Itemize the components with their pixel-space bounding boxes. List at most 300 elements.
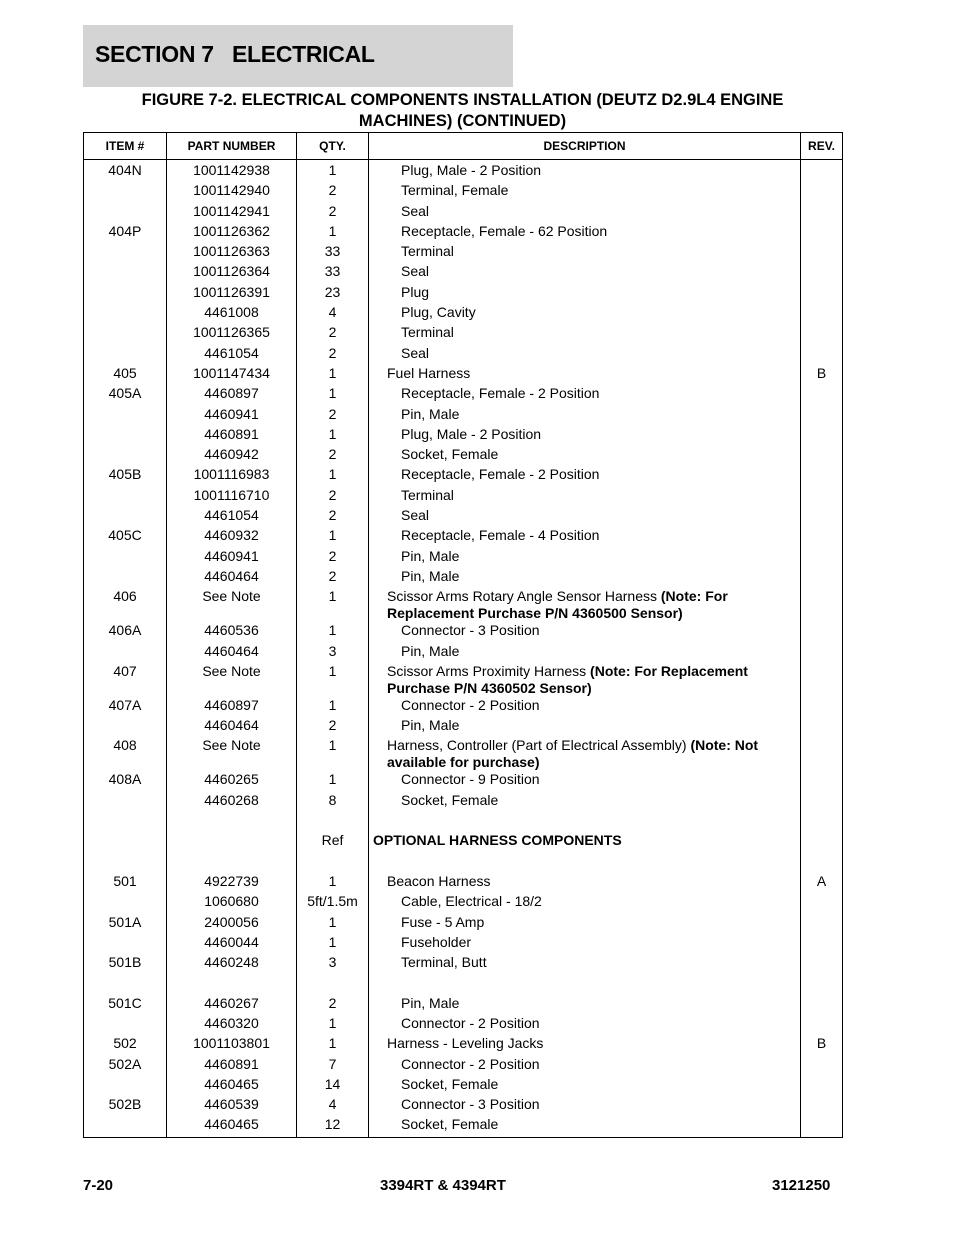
revision-cell (801, 588, 843, 622)
item-number-cell: 405B (84, 466, 167, 486)
quantity-cell: 23 (297, 284, 369, 304)
description-cell (369, 995, 801, 1015)
item-number-cell (84, 934, 167, 954)
part-number-cell: 4460897 (167, 697, 297, 717)
quantity-cell: 1 (297, 223, 369, 243)
item-number-cell (84, 345, 167, 365)
description-text: Seal (401, 344, 430, 361)
table-row (84, 223, 843, 243)
description-cell (369, 304, 801, 324)
description-text: Pin, Male (401, 642, 460, 659)
quantity-cell: 1 (297, 737, 369, 771)
table-row (84, 643, 843, 663)
description-cell (369, 365, 801, 385)
item-number-cell (84, 284, 167, 304)
item-number-cell (84, 406, 167, 426)
description-cell (369, 663, 801, 697)
description-text: Connector - 2 Position (401, 696, 540, 713)
part-number-cell: 1001126391 (167, 284, 297, 304)
table-row (84, 873, 843, 893)
column-header-item: ITEM # (84, 133, 167, 160)
table-row (84, 893, 843, 913)
revision-cell (801, 426, 843, 446)
description-text: Connector - 2 Position (401, 1014, 540, 1031)
description-cell (369, 792, 801, 812)
description-text: Connector - 9 Position (401, 771, 540, 788)
item-number-cell: 407A (84, 697, 167, 717)
description-text: Seal (401, 507, 430, 524)
description-cell (369, 974, 801, 994)
item-number-cell: 405C (84, 527, 167, 547)
description-cell (369, 622, 801, 642)
description-cell (369, 832, 801, 852)
revision-cell (801, 974, 843, 994)
description-text: Socket, Female (401, 791, 499, 808)
revision-cell (801, 771, 843, 791)
revision-cell (801, 345, 843, 365)
item-number-cell (84, 974, 167, 994)
item-number-cell: 405 (84, 365, 167, 385)
revision-cell (801, 1056, 843, 1076)
description-text: Plug, Male - 2 Position (401, 425, 542, 442)
quantity-cell: 1 (297, 1035, 369, 1055)
table-row (84, 487, 843, 507)
description-text: Receptacle, Female - 2 Position (401, 466, 600, 483)
part-number-cell: 4460536 (167, 622, 297, 642)
quantity-cell: Ref (297, 832, 369, 852)
item-number-cell: 406A (84, 622, 167, 642)
description-cell (369, 568, 801, 588)
table-row (84, 697, 843, 717)
description-cell (369, 385, 801, 405)
table-row (84, 385, 843, 405)
description-cell (369, 737, 801, 771)
part-number-cell (167, 853, 297, 873)
column-header-description: DESCRIPTION (369, 133, 801, 160)
section-title: SECTION 7 ELECTRICAL (95, 41, 375, 67)
description-text: Terminal (401, 486, 454, 503)
item-number-cell: 408 (84, 737, 167, 771)
item-number-cell (84, 548, 167, 568)
description-text: Harness, Controller (Part of Electrical Assembly) (387, 737, 691, 754)
item-number-cell (84, 426, 167, 446)
quantity-cell: 1 (297, 527, 369, 547)
item-number-cell: 502 (84, 1035, 167, 1055)
item-number-cell (84, 812, 167, 832)
part-number-cell: 2400056 (167, 914, 297, 934)
table-row (84, 914, 843, 934)
revision-cell (801, 243, 843, 263)
table-row (84, 792, 843, 812)
description-cell (369, 812, 801, 832)
description-text: Fuseholder (401, 933, 472, 950)
description-text: Terminal, Butt (401, 954, 487, 971)
description-text: Cable, Electrical - 18/2 (401, 893, 542, 910)
description-text: Plug, Male - 2 Position (401, 162, 542, 178)
part-number-cell: 1001126362 (167, 223, 297, 243)
description-cell (369, 324, 801, 344)
description-cell (369, 243, 801, 263)
footer-model: 3394RT & 4394RT (380, 1177, 506, 1194)
item-number-cell (84, 324, 167, 344)
quantity-cell: 1 (297, 385, 369, 405)
item-number-cell (84, 643, 167, 663)
description-text: Terminal, Female (401, 182, 509, 199)
description-text: Socket, Female (401, 446, 499, 463)
item-number-cell (84, 832, 167, 852)
part-number-cell: 1001142940 (167, 182, 297, 202)
description-cell (369, 406, 801, 426)
revision-cell (801, 832, 843, 852)
item-number-cell (84, 507, 167, 527)
description-text: Scissor Arms Proximity Harness (387, 662, 591, 679)
revision-cell (801, 182, 843, 202)
description-cell (369, 1096, 801, 1116)
part-number-cell: 1060680 (167, 893, 297, 913)
description-text: Harness - Leveling Jacks (387, 1035, 544, 1052)
revision-cell (801, 954, 843, 974)
table-row (84, 622, 843, 642)
description-cell (369, 507, 801, 527)
description-cell (369, 1076, 801, 1096)
quantity-cell: 1 (297, 914, 369, 934)
item-number-cell (84, 487, 167, 507)
revision-cell (801, 284, 843, 304)
revision-cell (801, 663, 843, 697)
part-number-cell: 4460268 (167, 792, 297, 812)
description-cell (369, 223, 801, 243)
item-number-cell (84, 853, 167, 873)
revision-cell (801, 893, 843, 913)
revision-cell: B (801, 365, 843, 385)
description-text: Pin, Male (401, 547, 460, 564)
part-number-cell: 1001147434 (167, 365, 297, 385)
table-row (84, 324, 843, 344)
description-text: Terminal (401, 324, 454, 341)
revision-cell (801, 548, 843, 568)
part-number-cell: 4460932 (167, 527, 297, 547)
item-number-cell (84, 304, 167, 324)
part-number-cell: 4460891 (167, 1056, 297, 1076)
table-row (84, 1056, 843, 1076)
quantity-cell: 7 (297, 1056, 369, 1076)
description-cell (369, 203, 801, 223)
part-number-cell: 4460539 (167, 1096, 297, 1116)
item-number-cell: 407 (84, 663, 167, 697)
revision-cell (801, 914, 843, 934)
revision-cell (801, 995, 843, 1015)
table-row (84, 954, 843, 974)
description-text: Socket, Female (401, 1075, 499, 1092)
item-number-cell (84, 1015, 167, 1035)
description-cell (369, 1015, 801, 1035)
item-number-cell (84, 446, 167, 466)
table-row (84, 243, 843, 263)
table-row (84, 548, 843, 568)
description-text: Connector - 3 Position (401, 1096, 540, 1113)
table-row (84, 345, 843, 365)
part-number-cell: See Note (167, 737, 297, 771)
item-number-cell: 408A (84, 771, 167, 791)
revision-cell (801, 1096, 843, 1116)
description-text: Seal (401, 263, 430, 280)
quantity-cell (297, 974, 369, 994)
description-cell (369, 1116, 801, 1137)
revision-cell (801, 737, 843, 771)
part-number-cell: 4460044 (167, 934, 297, 954)
part-number-cell: 1001142938 (167, 160, 297, 183)
footer-page-number: 7-20 (83, 1177, 114, 1194)
part-number-cell: 1001126364 (167, 263, 297, 283)
part-number-cell (167, 812, 297, 832)
description-text: Pin, Male (401, 994, 460, 1011)
description-cell (369, 426, 801, 446)
quantity-cell: 4 (297, 304, 369, 324)
column-header-rev: REV. (801, 133, 843, 160)
description-text: Pin, Male (401, 717, 460, 734)
description-cell (369, 643, 801, 663)
description-text: Plug, Cavity (401, 304, 476, 321)
table-row (84, 203, 843, 223)
revision-cell (801, 466, 843, 486)
revision-cell (801, 792, 843, 812)
description-cell (369, 527, 801, 547)
quantity-cell: 12 (297, 1116, 369, 1137)
description-cell (369, 717, 801, 737)
quantity-cell: 2 (297, 406, 369, 426)
description-text: Plug (401, 283, 430, 300)
table-row (84, 406, 843, 426)
item-number-cell: 502A (84, 1056, 167, 1076)
quantity-cell: 2 (297, 446, 369, 466)
part-number-cell: 1001142941 (167, 203, 297, 223)
quantity-cell: 1 (297, 622, 369, 642)
quantity-cell: 1 (297, 426, 369, 446)
quantity-cell: 3 (297, 643, 369, 663)
description-cell (369, 548, 801, 568)
item-number-cell (84, 717, 167, 737)
revision-cell (801, 507, 843, 527)
description-cell (369, 873, 801, 893)
revision-cell (801, 1015, 843, 1035)
quantity-cell (297, 812, 369, 832)
table-row (84, 1116, 843, 1137)
column-header-qty: QTY. (297, 133, 369, 160)
part-number-cell: 1001116983 (167, 466, 297, 486)
description-note: (Note: For Replacement Purchase P/N 4360502 Sensor) (387, 662, 748, 696)
item-number-cell: 404P (84, 223, 167, 243)
description-text: Socket, Female (401, 1116, 499, 1133)
revision-cell (801, 622, 843, 642)
quantity-cell: 3 (297, 954, 369, 974)
description-cell (369, 1035, 801, 1055)
item-number-cell: 501B (84, 954, 167, 974)
item-number-cell (84, 792, 167, 812)
part-number-cell: 4922739 (167, 873, 297, 893)
description-cell (369, 893, 801, 913)
quantity-cell: 1 (297, 771, 369, 791)
description-note: (Note: For Replacement Purchase P/N 4360500 Sensor) (387, 588, 728, 622)
description-cell (369, 914, 801, 934)
description-text: Receptacle, Female - 2 Position (401, 385, 600, 402)
part-number-cell: 4460465 (167, 1076, 297, 1096)
revision-cell (801, 697, 843, 717)
item-number-cell: 502B (84, 1096, 167, 1116)
description-cell (369, 446, 801, 466)
item-number-cell (84, 263, 167, 283)
revision-cell (801, 853, 843, 873)
quantity-cell: 1 (297, 160, 369, 183)
part-number-cell: 1001126365 (167, 324, 297, 344)
quantity-cell: 8 (297, 792, 369, 812)
quantity-cell: 1 (297, 588, 369, 622)
figure-title-line-1: FIGURE 7-2. ELECTRICAL COMPONENTS INSTALLATION (DEUTZ D2.9L4 ENGINE (141, 91, 784, 109)
quantity-cell: 2 (297, 324, 369, 344)
quantity-cell: 2 (297, 507, 369, 527)
description-text: Receptacle, Female - 62 Position (401, 222, 608, 239)
quantity-cell: 1 (297, 466, 369, 486)
description-text: Fuse - 5 Amp (401, 913, 485, 930)
item-number-cell (84, 893, 167, 913)
description-text: Scissor Arms Rotary Angle Sensor Harness (387, 588, 661, 605)
part-number-cell: 1001103801 (167, 1035, 297, 1055)
table-row (84, 284, 843, 304)
table-row (84, 466, 843, 486)
description-text: Pin, Male (401, 567, 460, 584)
part-number-cell: 4460941 (167, 406, 297, 426)
item-number-cell (84, 1116, 167, 1137)
table-row (84, 446, 843, 466)
part-number-cell (167, 974, 297, 994)
description-text: Connector - 3 Position (401, 622, 540, 639)
table-row (84, 934, 843, 954)
description-cell (369, 954, 801, 974)
quantity-cell: 1 (297, 663, 369, 697)
table-row (84, 717, 843, 737)
quantity-cell: 2 (297, 345, 369, 365)
part-number-cell (167, 832, 297, 852)
description-text: Connector - 2 Position (401, 1055, 540, 1072)
description-text: Seal (401, 202, 430, 219)
part-number-cell: 4461054 (167, 507, 297, 527)
description-text: Pin, Male (401, 405, 460, 422)
revision-cell (801, 160, 843, 183)
part-number-cell: 4460891 (167, 426, 297, 446)
item-number-cell: 404N (84, 160, 167, 183)
quantity-cell: 2 (297, 717, 369, 737)
quantity-cell (297, 853, 369, 873)
item-number-cell: 406 (84, 588, 167, 622)
table-row (84, 832, 843, 852)
table-row (84, 1015, 843, 1035)
revision-cell (801, 446, 843, 466)
revision-cell (801, 568, 843, 588)
item-number-cell (84, 568, 167, 588)
quantity-cell: 2 (297, 548, 369, 568)
revision-cell (801, 527, 843, 547)
part-number-cell: 4460942 (167, 446, 297, 466)
description-cell (369, 487, 801, 507)
table-row (84, 974, 843, 994)
table-row (84, 995, 843, 1015)
part-number-cell: 4461008 (167, 304, 297, 324)
description-cell (369, 466, 801, 486)
parts-table (83, 132, 843, 1138)
table-row (84, 663, 843, 697)
quantity-cell: 2 (297, 487, 369, 507)
quantity-cell: 14 (297, 1076, 369, 1096)
part-number-cell: 1001126363 (167, 243, 297, 263)
table-row (84, 182, 843, 202)
table-row (84, 263, 843, 283)
part-number-cell: See Note (167, 663, 297, 697)
description-cell (369, 1056, 801, 1076)
description-cell (369, 160, 801, 183)
column-header-part-number: PART NUMBER (167, 133, 297, 160)
item-number-cell (84, 182, 167, 202)
item-number-cell (84, 243, 167, 263)
part-number-cell: 4461054 (167, 345, 297, 365)
revision-cell (801, 385, 843, 405)
item-number-cell (84, 203, 167, 223)
part-number-cell: 4460465 (167, 1116, 297, 1137)
revision-cell (801, 717, 843, 737)
part-number-cell: See Note (167, 588, 297, 622)
item-number-cell: 501A (84, 914, 167, 934)
table-row (84, 771, 843, 791)
table-row (84, 1076, 843, 1096)
description-cell (369, 284, 801, 304)
item-number-cell: 501C (84, 995, 167, 1015)
table-row (84, 568, 843, 588)
quantity-cell: 1 (297, 365, 369, 385)
table-row (84, 853, 843, 873)
revision-cell (801, 324, 843, 344)
description-text: Beacon Harness (387, 872, 491, 889)
part-number-cell: 4460897 (167, 385, 297, 405)
quantity-cell: 2 (297, 203, 369, 223)
quantity-cell: 33 (297, 243, 369, 263)
description-text: OPTIONAL HARNESS COMPONENTS (373, 832, 622, 849)
quantity-cell: 33 (297, 263, 369, 283)
part-number-cell: 4460265 (167, 771, 297, 791)
revision-cell: A (801, 873, 843, 893)
quantity-cell: 1 (297, 1015, 369, 1035)
item-number-cell: 501 (84, 873, 167, 893)
revision-cell: B (801, 1035, 843, 1055)
description-text: Fuel Harness (387, 364, 471, 381)
description-cell (369, 853, 801, 873)
revision-cell (801, 1076, 843, 1096)
revision-cell (801, 934, 843, 954)
figure-title (83, 90, 842, 132)
table-row (84, 1096, 843, 1116)
table-row (84, 527, 843, 547)
part-number-cell: 4460320 (167, 1015, 297, 1035)
description-cell (369, 588, 801, 622)
quantity-cell: 2 (297, 995, 369, 1015)
table-row (84, 588, 843, 622)
part-number-cell: 4460267 (167, 995, 297, 1015)
revision-cell (801, 263, 843, 283)
part-number-cell: 4460464 (167, 717, 297, 737)
quantity-cell: 1 (297, 934, 369, 954)
footer-doc-number: 3121250 (772, 1177, 831, 1194)
description-text: Terminal (401, 243, 454, 260)
section-header-band (83, 25, 513, 87)
revision-cell (801, 406, 843, 426)
table-header-row (84, 133, 843, 160)
